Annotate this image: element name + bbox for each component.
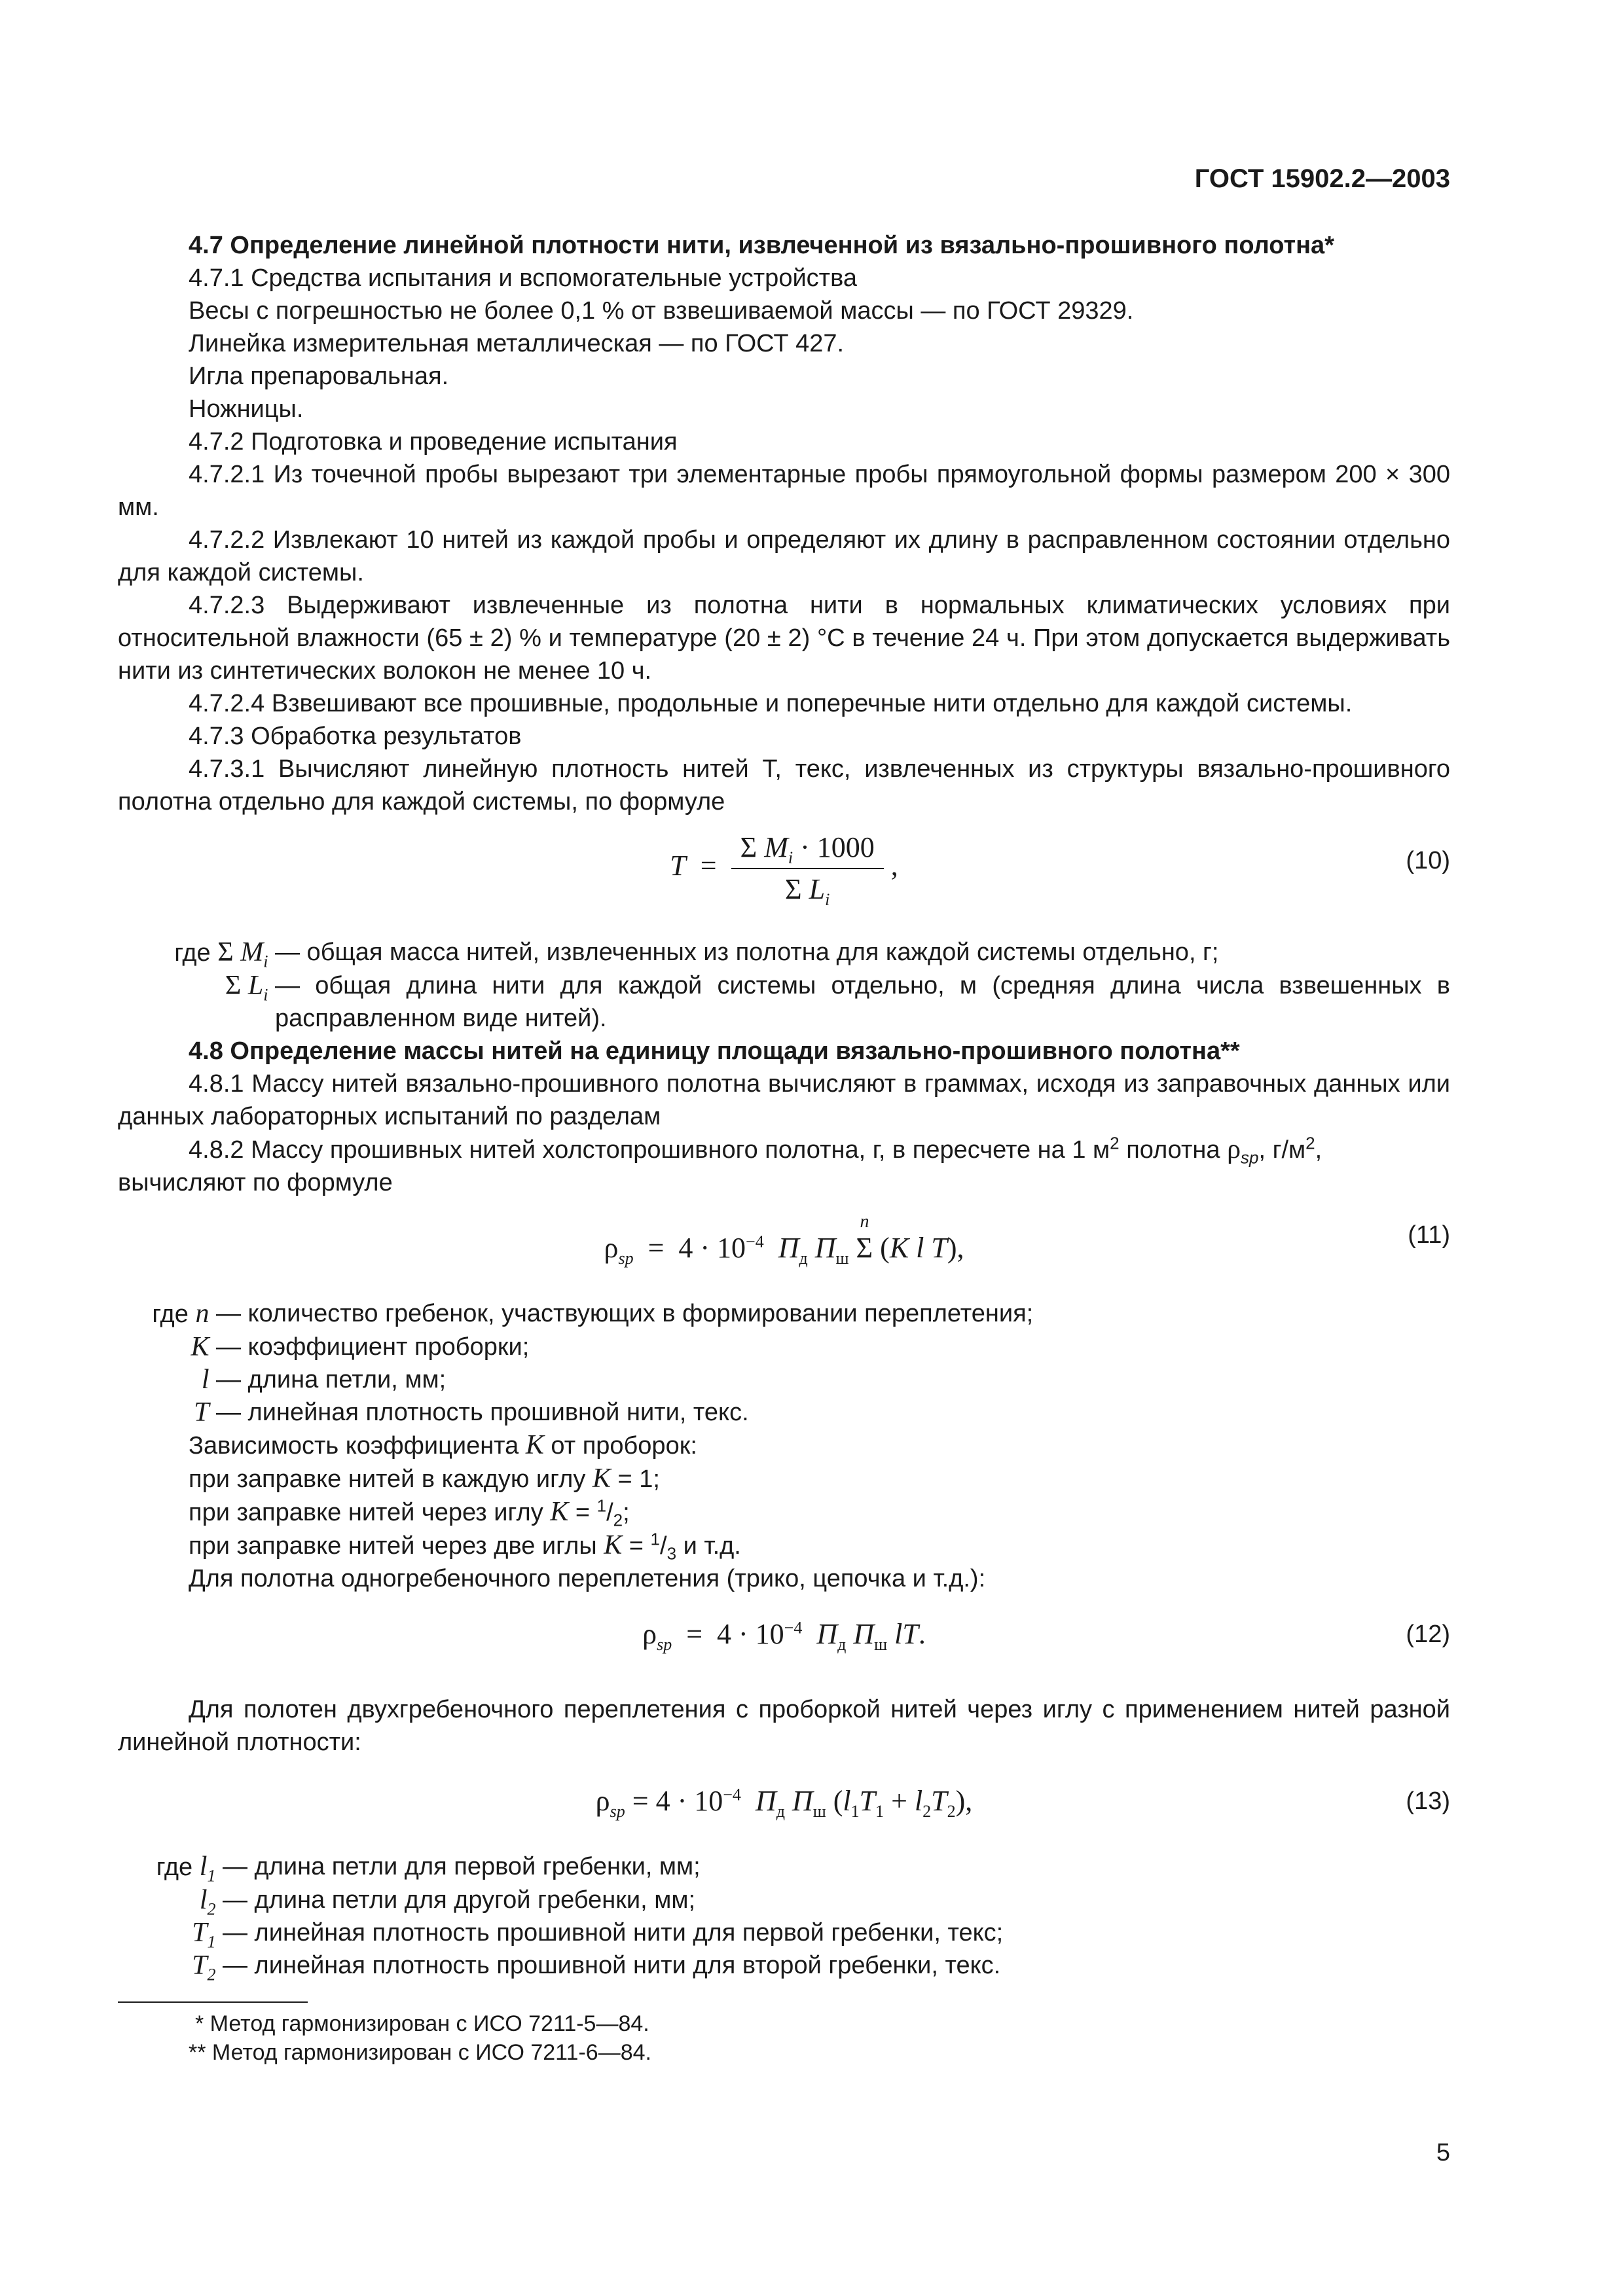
para-4-8-2: 4.8.2 Массу прошивных нитей холстопрошивного полотна, г, в пересчете на 1 $м^2$ полотна $\rho_{sp}$, $г/м^2$, bbox=[189, 1133, 1322, 1168]
item-needle: Игла препаровальная. bbox=[189, 363, 449, 390]
def-l2: — длина петли для другой гребенки, мм; bbox=[223, 1886, 696, 1914]
formula-12-number: (12) bbox=[1406, 1621, 1450, 1648]
page-content bbox=[118, 229, 1450, 2067]
formula-11 bbox=[118, 1199, 1450, 1297]
para-4-7-2: 4.7.2 Подготовка и проведение испытания bbox=[189, 428, 678, 456]
case-one-needle: при заправке нитей через иглу $K = ^1/_2$; bbox=[189, 1496, 630, 1530]
item-scales: Весы с погрешностью не более 0,1 % от взвешиваемой массы — по ГОСТ 29329. bbox=[189, 297, 1134, 325]
para-4-7-3: 4.7.3 Обработка результатов bbox=[189, 723, 522, 750]
para-4-7-2-3: 4.7.2.3 Выдерживают извлеченные из полотна нити в нормальных климатических условиях при относительной влажности (65 ± 2) % и температуре (20 ± 2) °С в течение 24 ч. При этом допускается выдерживать нити из синтетических волокон не менее 10 ч. bbox=[118, 592, 1450, 685]
where-block-10: где Σ $M_i$ — общая масса нитей, извлеченных из полотна для каждой системы отдельно, г; Σ $L_i$ — общая длина нити для каждой системы отдельно, м (средняя длина числа взвешенных в расправленном виде нитей). bbox=[118, 936, 1450, 1035]
para-4-8-2-cont: вычисляют по формуле bbox=[118, 1169, 393, 1196]
para-4-8-1: 4.8.1 Массу нитей вязально-прошивного полотна вычисляют в граммах, исходя из заправочных данных или данных лабораторных испытаний по разделам bbox=[118, 1070, 1450, 1130]
dependence-line: Зависимость коэффициента K от проборок: bbox=[189, 1430, 697, 1460]
double-bar-intro: Для полотен двухгребеночного переплетения с проборкой нитей через иглу с применением нитей разной линейной плотности: bbox=[118, 1696, 1450, 1756]
formula-10-expression: T = $\frac{\Sigma M_i \cdot 1000}{\Sigma L_i}$ , bbox=[670, 831, 898, 909]
page-number: 5 bbox=[1436, 2139, 1450, 2166]
para-4-7-1: 4.7.1 Средства испытания и вспомогательные устройства bbox=[189, 264, 857, 292]
para-4-7-3-1: 4.7.3.1 Вычисляют линейную плотность нитей Т, текс, извлеченных из структуры вязально-прошивного полотна отдельно для каждой системы, по формуле bbox=[118, 755, 1450, 816]
item-ruler: Линейка измерительная металлическая — по ГОСТ 427. bbox=[189, 330, 845, 357]
def-n: — количество гребенок, участвующих в формировании переплетения; bbox=[216, 1300, 1034, 1327]
def-t1: — линейная плотность прошивной нити для первой гребенки, текс; bbox=[223, 1919, 1004, 1946]
footnote-1: * Метод гармонизирован с ИСО 7211-5—84. bbox=[195, 2011, 649, 2036]
def-k: — коэффициент проборки; bbox=[216, 1333, 530, 1361]
formula-13-expression: $\rho_{sp} = 4 \cdot 10^{-4}$ $П_д$ $П_ш$ $(l_1T_1 + l_2T_2)$, bbox=[595, 1785, 973, 1821]
def-sum-l: — общая длина нити для каждой системы отдельно, м (средняя длина числа взвешенных в расправленном виде нитей). bbox=[275, 972, 1450, 1032]
section-4-8-title: 4.8 Определение массы нитей на единицу площади вязально-прошивного полотна** bbox=[189, 1037, 1240, 1065]
section-4-7-title: 4.7 Определение линейной плотности нити, извлеченной из вязально-прошивного полотна* bbox=[189, 232, 1334, 259]
single-bar-intro: Для полотна одногребеночного переплетения (трико, цепочка и т.д.): bbox=[189, 1565, 986, 1592]
para-4-7-2-1: 4.7.2.1 Из точечной пробы вырезают три элементарные пробы прямоугольной формы размером 200 × 300 мм. bbox=[118, 461, 1450, 521]
where-block-13: где $l_1$ — длина петли для первой гребенки, мм; $l_2$ — длина петли для другой гребенки, мм; $T_1$ — линейная плотность прошивной нити для первой гребенки, текс; $T_2$ — линейная плотность прошивной нити для второй гребенки, текс. bbox=[118, 1850, 1450, 1982]
item-scissors: Ножницы. bbox=[189, 395, 304, 423]
formula-13-number: (13) bbox=[1406, 1787, 1450, 1815]
formula-10 bbox=[118, 818, 1450, 923]
formula-12-expression: $\rho_{sp} = 4 \cdot 10^{-4}$ $П_д$ $П_ш$ lT. bbox=[642, 1618, 926, 1654]
page-header: ГОСТ 15902.2—2003 bbox=[1194, 164, 1450, 193]
footnote-separator bbox=[118, 2001, 308, 2003]
formula-13 bbox=[118, 1759, 1450, 1850]
formula-11-expression: $\rho_{sp} = 4 \cdot 10^{-4}$ $П_д$ $П_ш$ Σ n (K l T), bbox=[604, 1211, 964, 1268]
def-l1: — длина петли для первой гребенки, мм; bbox=[223, 1853, 701, 1880]
case-two-needles: при заправке нитей через две иглы $K = ^1/_3$ и т.д. bbox=[189, 1529, 741, 1564]
def-t: — линейная плотность прошивной нити, текс. bbox=[216, 1399, 749, 1426]
formula-11-number: (11) bbox=[1408, 1221, 1450, 1249]
footnote-2: ** Метод гармонизирован с ИСО 7211-6—84. bbox=[189, 2040, 651, 2065]
case-each-needle: при заправке нитей в каждую иглу K = 1; bbox=[189, 1463, 660, 1494]
def-t2: — линейная плотность прошивной нити для второй гребенки, текс. bbox=[223, 1952, 1001, 1979]
para-4-7-2-2: 4.7.2.2 Извлекают 10 нитей из каждой пробы и определяют их длину в расправленном состоянии отдельно для каждой системы. bbox=[118, 526, 1450, 586]
para-4-7-2-4: 4.7.2.4 Взвешивают все прошивные, продольные и поперечные нити отдельно для каждой системы. bbox=[189, 690, 1353, 717]
where-lead: где bbox=[174, 939, 211, 967]
where-block-11: где n — количество гребенок, участвующих в формировании переплетения; K — коэффициент проборки; l — длина петли, мм; T — линейная плотность прошивной нити, текс. bbox=[118, 1297, 1450, 1429]
def-l: — длина петли, мм; bbox=[216, 1366, 447, 1393]
formula-12 bbox=[118, 1595, 1450, 1680]
formula-10-number: (10) bbox=[1406, 847, 1450, 874]
def-sum-m: — общая масса нитей, извлеченных из полотна для каждой системы отдельно, г; bbox=[275, 939, 1219, 966]
